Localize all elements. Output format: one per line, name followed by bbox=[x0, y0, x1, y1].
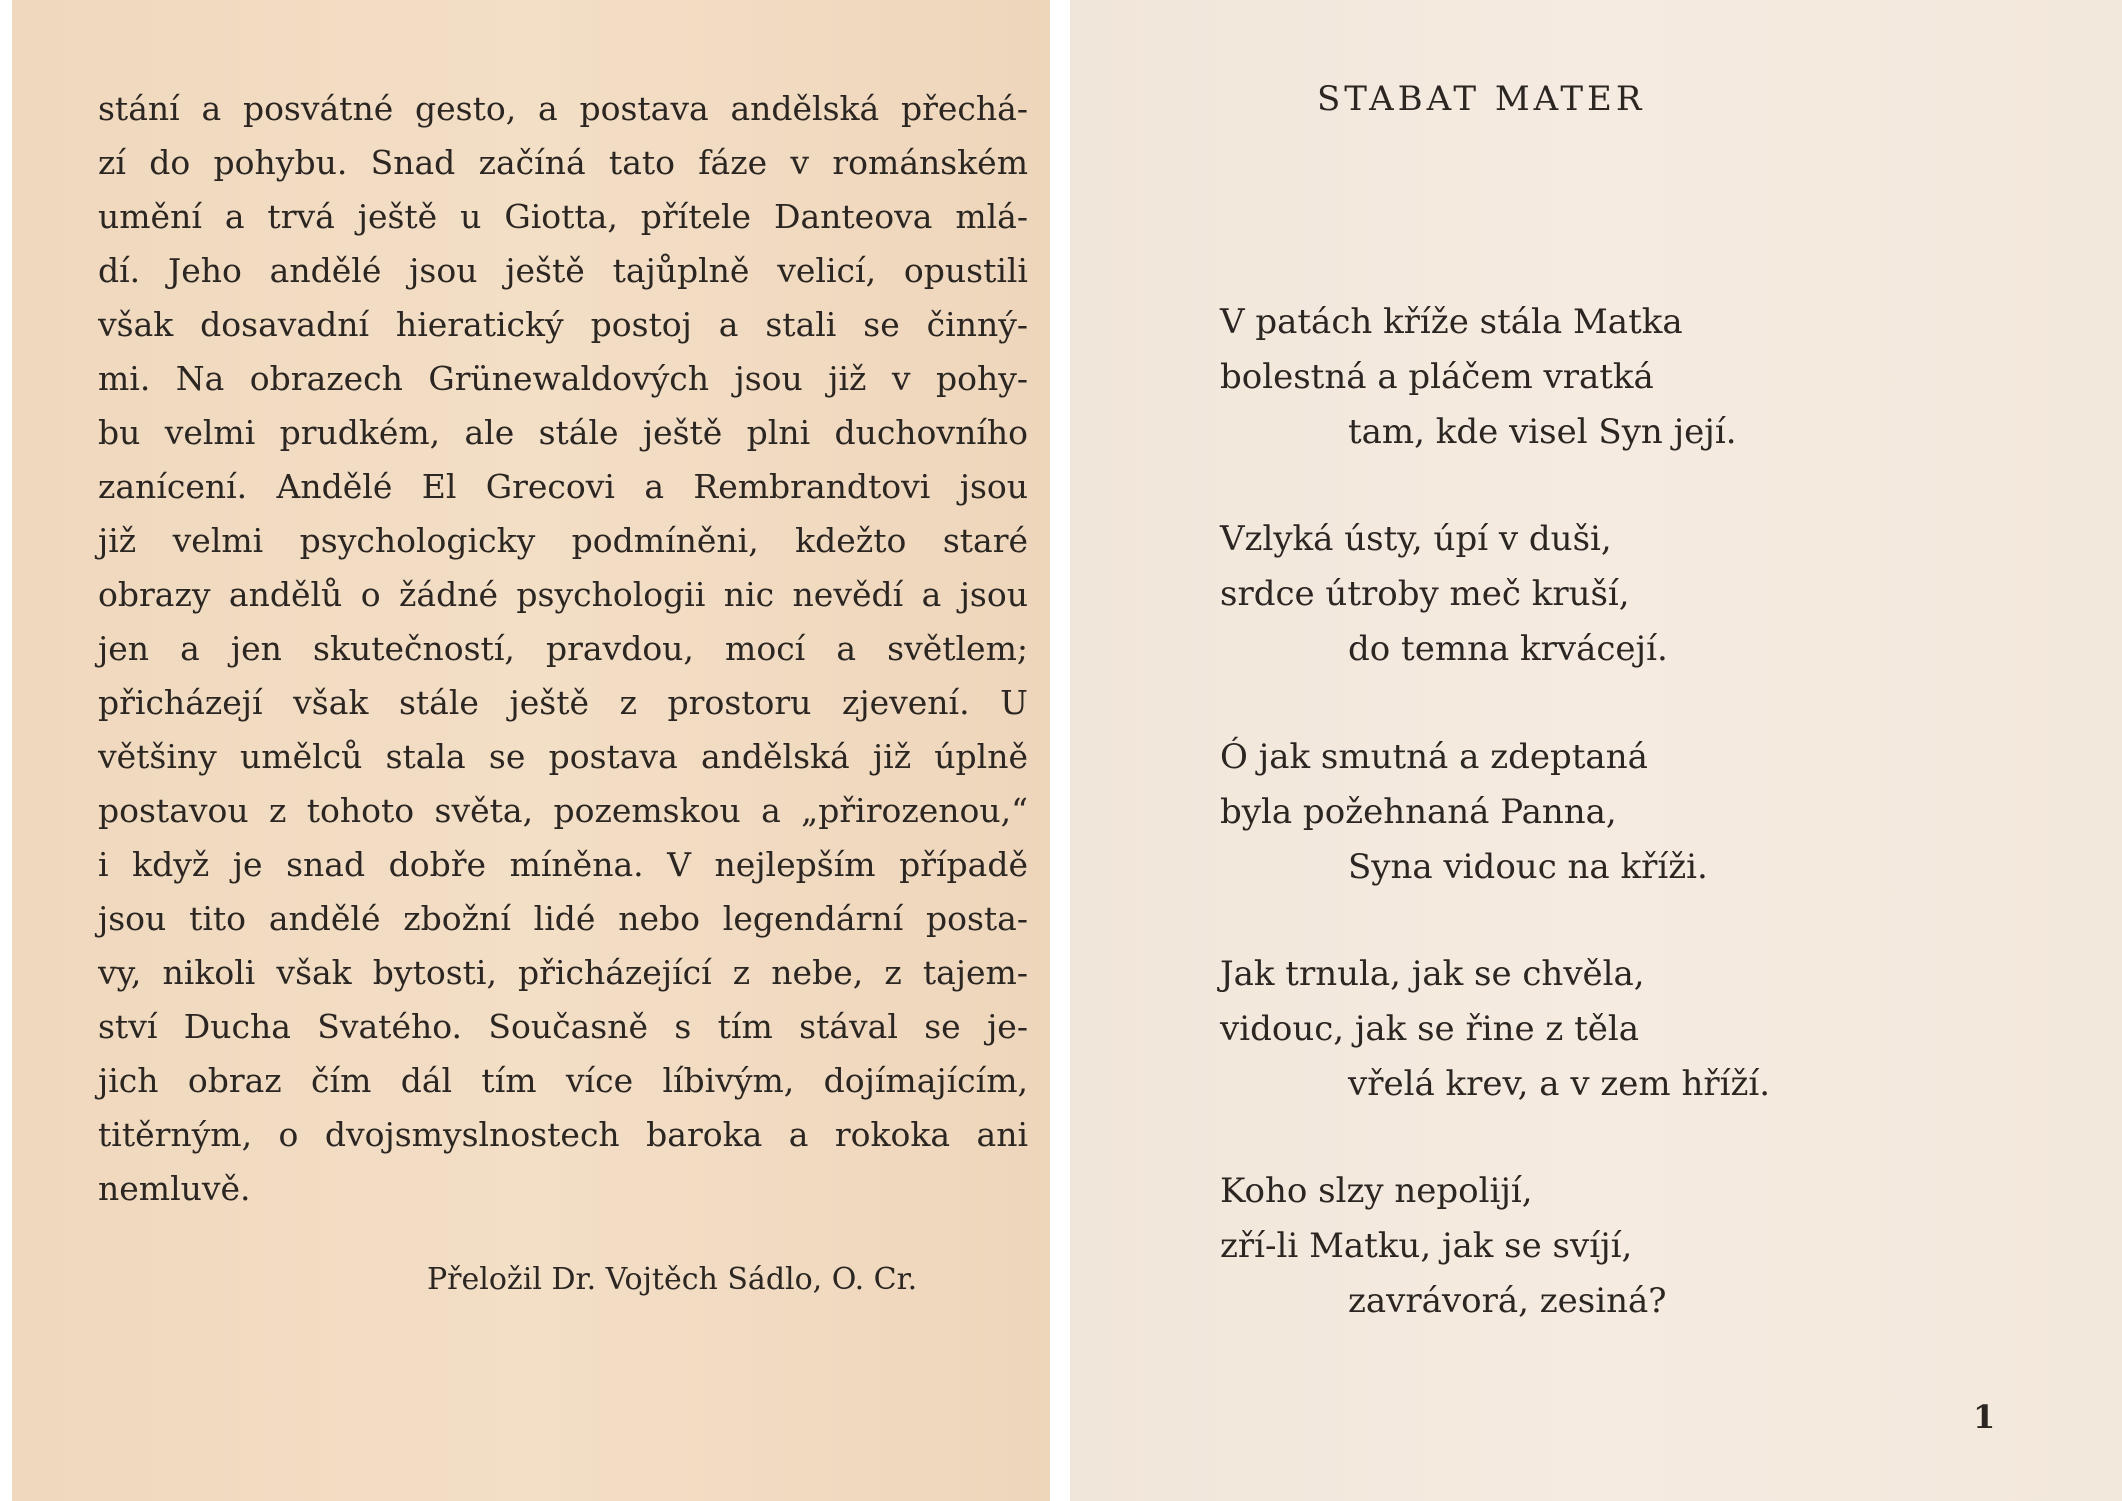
stanza bbox=[1220, 730, 2040, 895]
left-page bbox=[12, 0, 1050, 1501]
prose-line: mi. Na obrazech Grünewaldových jsou již v pohy- bbox=[98, 359, 1028, 398]
prose-line: zanícení. Andělé El Grecovi a Rembrandtovi jsou bbox=[98, 467, 1028, 506]
prose-line: i když je snad dobře míněna. V nejlepším případě bbox=[98, 845, 1028, 884]
prose-line: bu velmi prudkém, ale stále ještě plni duchovního bbox=[98, 413, 1028, 452]
prose-line: dí. Jeho andělé jsou ještě tajůplně velicí, opustili bbox=[98, 251, 1028, 290]
verse-line: bolestná a pláčem vratká bbox=[1220, 357, 1654, 397]
prose-line: stání a posvátné gesto, a postava andělská přechá- bbox=[98, 89, 1028, 128]
poem-title: STABAT MATER bbox=[1317, 79, 1646, 119]
verse-line: zří-li Matku, jak se svíjí, bbox=[1220, 1226, 1633, 1266]
prose-line: jsou tito andělé zbožní lidé nebo legendární posta- bbox=[98, 899, 1028, 938]
verse-line: zavrávorá, zesiná? bbox=[1348, 1281, 1667, 1321]
verse-line: V patách kříže stála Matka bbox=[1220, 302, 1683, 342]
verse-line: Syna vidouc na kříži. bbox=[1348, 847, 1708, 887]
prose-line: jich obraz čím dál tím více líbivým, dojímajícím, bbox=[98, 1061, 1028, 1100]
prose-line: však dosavadní hieratický postoj a stali se činný- bbox=[98, 305, 1028, 344]
stanza bbox=[1220, 295, 2040, 460]
prose-line: již velmi psychologicky podmíněni, kdežto staré bbox=[98, 521, 1028, 560]
prose-line: obrazy andělů o žádné psychologii nic nevědí a jsou bbox=[98, 575, 1028, 614]
prose-line: umění a trvá ještě u Giotta, přítele Danteova mlá- bbox=[98, 197, 1028, 236]
verse-line: Koho slzy nepolijí, bbox=[1220, 1171, 1533, 1211]
page-number: 1 bbox=[1973, 1398, 1996, 1436]
prose-line: titěrným, o dvojsmyslnostech baroka a rokoka ani bbox=[98, 1115, 1028, 1154]
verse-line: srdce útroby meč kruší, bbox=[1220, 574, 1630, 614]
prose-line: postavou z tohoto světa, pozemskou a „přirozenou,“ bbox=[98, 791, 1028, 830]
prose-line: zí do pohybu. Snad začíná tato fáze v románském bbox=[98, 143, 1028, 182]
prose-line: nemluvě. bbox=[98, 1169, 251, 1208]
verse-line: Jak trnula, jak se chvěla, bbox=[1220, 954, 1645, 994]
prose-line: ství Ducha Svatého. Současně s tím stával se je- bbox=[98, 1007, 1028, 1046]
prose-paragraph bbox=[98, 82, 1028, 1216]
verse-line: vřelá krev, a v zem hříží. bbox=[1348, 1064, 1771, 1104]
verse-line: Ó jak smutná a zdeptaná bbox=[1220, 737, 1648, 777]
prose-line: většiny umělců stala se postava andělská již úplně bbox=[98, 737, 1028, 776]
verse-line: byla požehnaná Panna, bbox=[1220, 792, 1617, 832]
verse-line: tam, kde visel Syn její. bbox=[1348, 412, 1737, 452]
verse-line: vidouc, jak se řine z těla bbox=[1220, 1009, 1640, 1049]
verse-line: do temna krvácejí. bbox=[1348, 629, 1668, 669]
verse-line: Vzlyká ústy, úpí v duši, bbox=[1220, 519, 1612, 559]
prose-line: vy, nikoli však bytosti, přicházející z nebe, z tajem- bbox=[98, 953, 1028, 992]
right-page bbox=[1070, 0, 2122, 1501]
translator-credit: Přeložil Dr. Vojtěch Sádlo, O. Cr. bbox=[427, 1262, 918, 1297]
stanza bbox=[1220, 512, 2040, 677]
prose-line: jen a jen skutečností, pravdou, mocí a světlem; bbox=[98, 629, 1028, 668]
prose-line: přicházejí však stále ještě z prostoru zjevení. U bbox=[98, 683, 1028, 722]
stanza bbox=[1220, 947, 2040, 1112]
stanza bbox=[1220, 1164, 2040, 1329]
